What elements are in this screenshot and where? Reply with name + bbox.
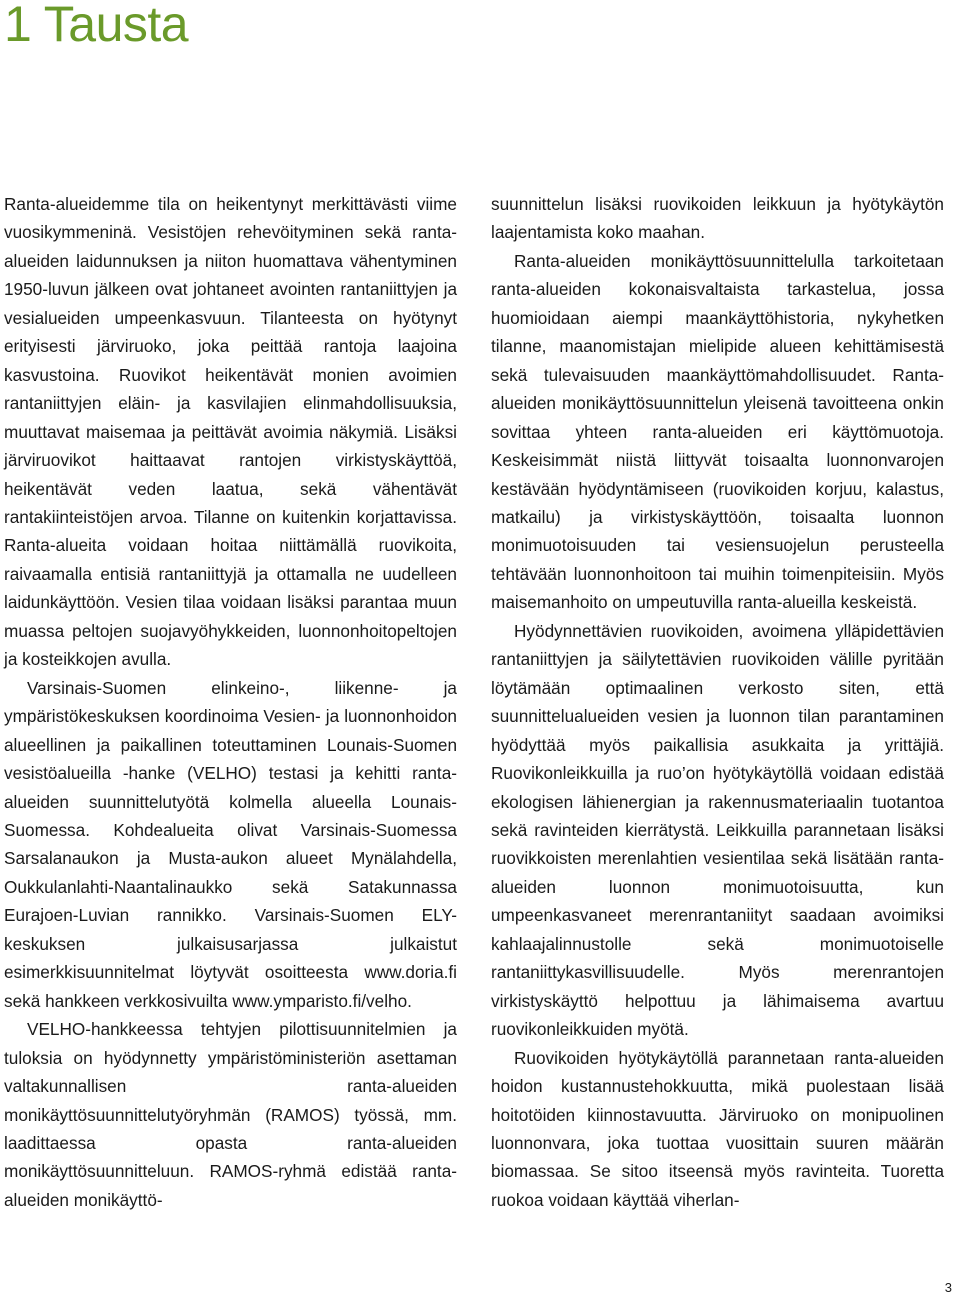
right-text-column [491, 190, 944, 1214]
paragraph: Varsinais-Suomen elinkeino-, liikenne- ja ympäristökeskuksen koordinoima Vesien- ja luonnonhoidon alueellinen ja paikallinen toteuttaminen Lounais-Suomen vesistöalueilla -hanke (VELHO) testasi ja kehitti ranta-alueiden suunnittelutyötä kolmella alueella Lounais-Suomessa. Kohdealueita olivat Varsinais-Suomessa Sarsalanaukon ja Musta-aukon alueet Mynälahdella, Oukkulanlahti-Naantalinaukko sekä Satakunnassa Eurajoen-Luvian rannikko. Varsinais-Suomen ELY-keskuksen julkaisusarjassa julkaistut esimerkkisuunnitelmat löytyvät osoitteesta www.doria.fi sekä hankkeen verkkosivuilta www.ymparisto.fi/velho. [4, 677, 457, 1011]
paragraph: suunnittelun lisäksi ruovikoiden leikkuun ja hyötykäytön laajentamista koko maahan. [491, 194, 944, 243]
paragraph: VELHO-hankkeessa tehtyjen pilottisuunnitelmien ja tuloksia on hyödynnetty ympäristöministeriön asettaman valtakunnallisen ranta-alueiden monikäyttösuunnittelutyöryhmän (RAMOS) työssä, mm. laadittaessa opasta ranta-alueiden monikäyttösuunnitteluun. RAMOS-ryhmä edistää ranta-alueiden monikäyttö- [4, 1019, 457, 1210]
paragraph: Ranta-alueidemme tila on heikentynyt merkittävästi viime vuosikymmeninä. Vesistöjen rehevöityminen sekä ranta-alueiden laidunnuksen ja niiton huomattava vähentyminen 1950-luvun jälkeen ovat johtaneet avointen rantaniittyjen ja vesialueiden umpeenkasvuun. Tilanteesta on hyötynyt erityisesti järviruoko, joka peittää rantoja laajoina kasvustoina. Ruovikot heikentävät monien avoimien rantaniittyjen eläin- ja kasvilajien elinmahdollisuuksia, muuttavat maisemaa ja peittävät avoimia näkymiä. Lisäksi järviruovikot haittaavat rantojen virkistyskäyttöä, heikentävät veden laatua, sekä vähentävät rantakiinteistöjen arvoa. Tilanne on kuitenkin korjattavissa. Ranta-alueita voidaan hoitaa niittämällä ruovikoita, raivaamalla entisiä rantaniittyjä ja ottamalla ne uudelleen laidunkäyttöön. Vesien tilaa voidaan lisäksi parantaa muun muassa peltojen suojavyöhykkeiden, luonnonhoitopeltojen ja kosteikkojen avulla. [4, 194, 457, 670]
left-text-column [4, 190, 457, 1214]
paragraph: Ranta-alueiden monikäyttösuunnittelulla tarkoitetaan ranta-alueiden kokonaisvaltaista tarkastelua, jossa huomioidaan aiempi maankäyttöhistoria, nykyhetken tilanne, maanomistajan mielipide alueen kehittämisestä sekä tulevaisuuden maankäyttömahdollisuudet. Ranta-alueiden monikäyttösuunnittelun yleisenä tavoitteena onkin sovittaa yhteen ranta-alueiden eri käyttömuotoja. Keskeisimmät niistä liittyvät toisaalta luonnonvarojen kestävään hyödyntämiseen (ruovikoiden korjuu, kalastus, matkailu) ja virkistyskäyttöön, toisaalta luonnon monimuotoisuuden tai vesiensuojelun perusteella tehtävään luonnonhoitoon tai muihin toimenpiteisiin. Myös maisemanhoito on umpeutuvilla ranta-alueilla keskeistä. [491, 250, 944, 613]
paragraph: Hyödynnettävien ruovikoiden, avoimena ylläpidettävien rantaniittyjen ja säilytettävien ruovikoiden välille pyritään löytämään optimaalinen verkosto siten, että suunnittelualueiden vesien ja luonnon tilan parantaminen hyödyttää myös paikallisia asukkaita ja yrittäjiä. Ruovikonleikkuilla ja ruo’on hyötykäytöllä voidaan edistää ekologisen lähienergian ja rakennusmateriaalin tuotantoa sekä ravinteiden kierrätystä. Leikkuilla parannetaan lisäksi ruovikkoisten merenlahtien vesientilaa sekä lisätään ranta-alueiden luonnon monimuotoisuutta, kun umpeenkasvaneet merenrantaniityt saadaan avoimiksi kahlaajalinnustolle sekä monimuotoiselle rantaniittykasvillisuudelle. Myös merenrantojen virkistyskäyttö helpottuu ja lähimaisema avartuu ruovikonleikkuiden myötä. [491, 620, 944, 1040]
page-number: 3 [944, 1280, 952, 1295]
paragraph: Ruovikoiden hyötykäytöllä parannetaan ranta-alueiden hoidon kustannustehokkuutta, mikä puolestaan lisää hoitotöiden kiinnostavuutta. Järviruoko on monipuolinen luonnonvara, joka tuottaa vuosittain suuren määrän biomassaa. Se sitoo itseensä myös ravinteita. Tuoretta ruokoa voidaan käyttää viherlan- [491, 1047, 944, 1210]
chapter-heading: 1 Tausta [4, 0, 189, 52]
